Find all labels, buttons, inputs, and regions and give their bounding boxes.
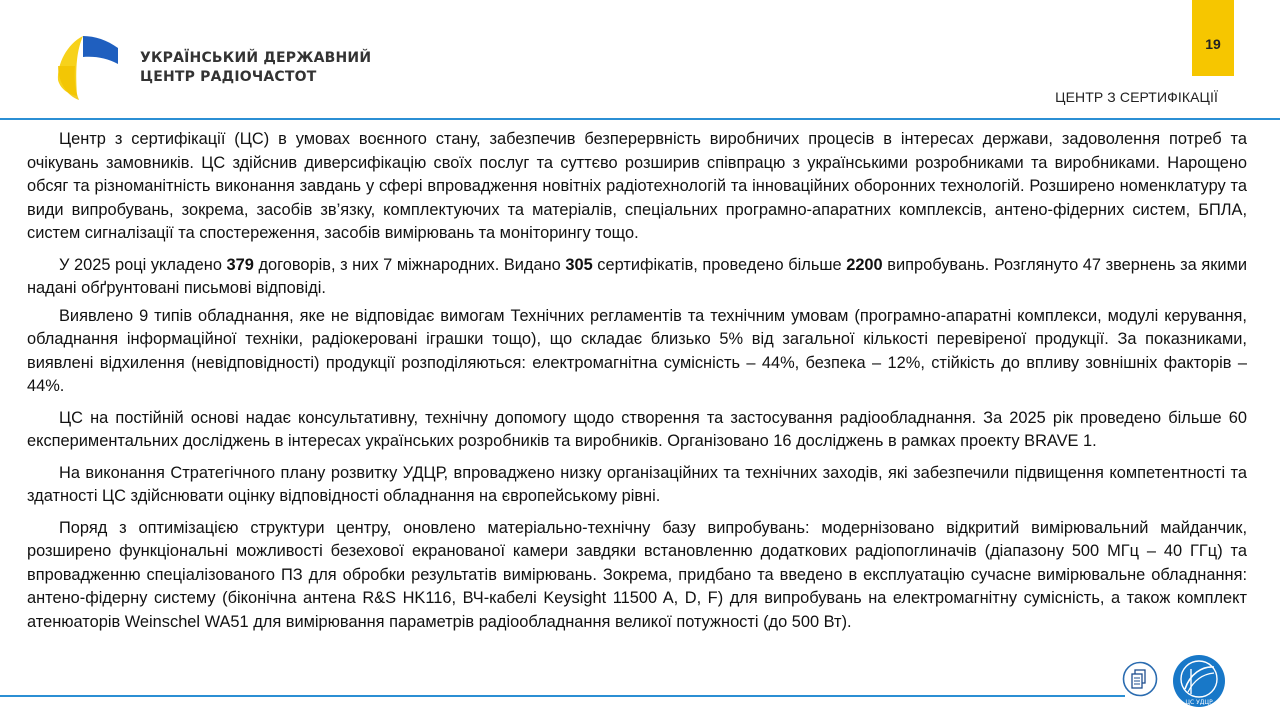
- paragraph-equipment: Поряд з оптимізацією структури центру, оновлено матеріально-технічну базу випробувань: модернізовано відкритий вимірювальний майданчик, розширено функціональні можливості безехової екранованої камери завдяки встановленню додаткових радіопоглиначів (діапазону 500 МГц – 40 ГГц) та впровадженню спеціалізованого ПЗ для обробки результатів вимірювань. Зокрема, придбано та введено в експлуатацію сучасне вимірювальне обладнання: антено-фідерну систему (біконічна антена R&S HK116, ВЧ-кабелі Keysight 11500 A, D, F) для випробувань на електромагнітну сумісність, а також комплект атенюаторів Weinschel WA51 для вимірювання параметрів радіообладнання великої потужності (до 500 Вт).: [27, 518, 1247, 631]
- certificates-count: 305: [565, 255, 593, 274]
- stat-text-1: У 2025 році укладено: [59, 255, 227, 274]
- body-text: [27, 128, 1247, 642]
- paragraph-consulting: ЦС на постійній основі надає консультативну, технічну допомогу щодо створення та застосування радіообладнання. За 2025 рік проведено більше 60 експериментальних досліджень в інтересах українських розробників та виробників. Організовано 16 досліджень в рамках проекту BRAVE 1.: [27, 408, 1247, 450]
- top-divider: [0, 118, 1280, 120]
- udcr-logo: [55, 30, 125, 100]
- paragraph-statistics: [27, 254, 1247, 301]
- document-icon[interactable]: [1122, 661, 1158, 697]
- logo-badge-text: ЦС УДЦР: [1185, 699, 1213, 706]
- organization-name: [140, 49, 371, 87]
- stat-text-4: випробувань. Розглянуто 47 звернень за якими надані обґрунтовані письмові відповіді.: [27, 255, 1248, 297]
- contracts-count: 379: [226, 255, 254, 274]
- stat-text-2: договорів, з них 7 міжнародних. Видано: [253, 255, 566, 274]
- org-name-line-2: ЦЕНТР РАДІОЧАСТОТ: [140, 69, 317, 85]
- paragraph-overview: Центр з сертифікації (ЦС) в умовах воєнного стану, забезпечив безперервність виробничих процесів в інтересах держави, задоволення потреб та очікувань замовників. ЦС здійснив диверсифікацію своїх послуг та суттєво розширив співпрацю з українськими розробниками та виробниками. Нарощено обсяг та різноманітність виконання завдань у сфері впровадження новітніх радіотехнологій та інноваційних оборонних технологій. Розширено номенклатуру та види випробувань, зокрема, засобів зв’язку, комплектуючих та матеріалів, спеціальних програмно-апаратних комплексів, антено-фідерних систем, БПЛА, систем сигналізації та спостереження, засобів вимірювань та моніторингу тощо.: [27, 130, 1247, 242]
- paragraph-nonconformity: Виявлено 9 типів обладнання, яке не відповідає вимогам Технічних регламентів та технічним умовам (програмно-апаратні комплекси, модулі керування, обладнання інформаційної техніки, радіокеровані іграшки тощо), що складає близько 5% від загальної кількості перевіреної продукції. За показниками, виявлені відхилення (невідповідності) продукції розподіляються: електромагнітна сумісність – 44%, безпека – 12%, стійкість до впливу зовнішніх факторів – 44%.: [27, 306, 1247, 395]
- section-title: ЦЕНТР З СЕРТИФІКАЦІЇ: [1055, 89, 1218, 105]
- org-name-line-1: УКРАЇНСЬКИЙ ДЕРЖАВНИЙ: [140, 50, 372, 66]
- bottom-divider: [0, 695, 1125, 697]
- paragraph-strategy: На виконання Стратегічного плану розвитку УДЦР, впроваджено низку організаційних та технічних заходів, які забезпечили підвищення компетентності та здатності ЦС здійснювати оцінку відповідності обладнання на європейському рівні.: [27, 463, 1247, 505]
- tests-count: 2200: [846, 255, 883, 274]
- stat-text-3: сертифікатів, проведено більше: [592, 255, 847, 274]
- page-number: 19: [1192, 0, 1234, 76]
- certification-center-logo: [1172, 654, 1226, 708]
